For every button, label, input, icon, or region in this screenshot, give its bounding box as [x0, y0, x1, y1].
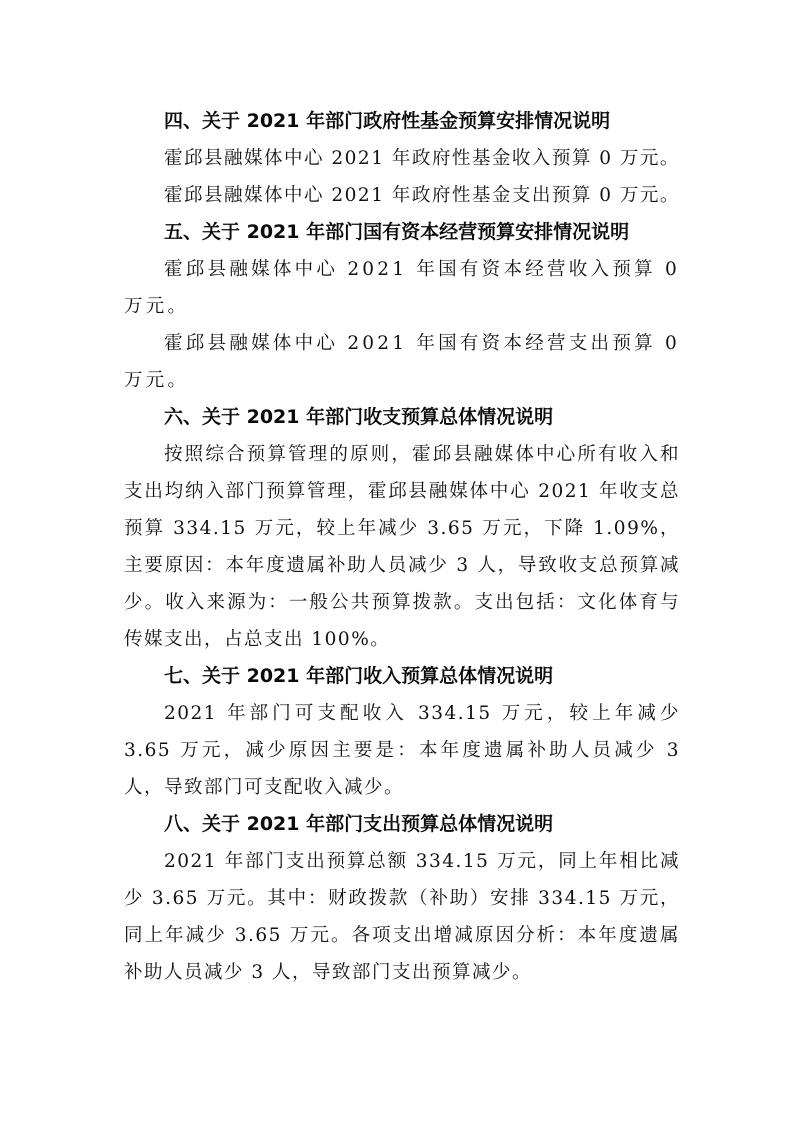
section-heading-4: 四、关于 2021 年部门政府性基金预算安排情况说明	[164, 110, 611, 132]
document-body	[124, 103, 680, 991]
section-4-paragraph-2: 霍邱县融媒体中心 2021 年政府性基金支出预算 0 万元。	[164, 185, 680, 206]
section-5-paragraph-2: 霍邱县融媒体中心 2021 年国有资本经营支出预算 0 万元。	[124, 333, 680, 391]
section-4-paragraph-1: 霍邱县融媒体中心 2021 年政府性基金收入预算 0 万元。	[164, 148, 680, 169]
section-heading-6: 六、关于 2021 年部门收支预算总体情况说明	[164, 406, 554, 428]
section-5-paragraph-1: 霍邱县融媒体中心 2021 年国有资本经营收入预算 0 万元。	[124, 259, 680, 317]
section-heading-5: 五、关于 2021 年部门国有资本经营预算安排情况说明	[164, 221, 630, 243]
section-8-paragraph-1: 2021 年部门支出预算总额 334.15 万元，同上年相比减少 3.65 万元。其中：财政拨款（补助）安排 334.15 万元，同上年减少 3.65 万元。各项支出增减原因分析：本年度遗属补助人员减少 3 人，导致部门支出预算减少。	[124, 851, 680, 983]
section-heading-8: 八、关于 2021 年部门支出预算总体情况说明	[164, 813, 554, 835]
section-6-paragraph-1: 按照综合预算管理的原则，霍邱县融媒体中心所有收入和支出均纳入部门预算管理，霍邱县融媒体中心 2021 年收支总预算 334.15 万元，较上年减少 3.65 万元，下降 1.09%，主要原因：本年度遗属补助人员减少 3 人，导致收支总预算减少。收入来源为：一般公共预算拨款。支出包括：文化体育与传媒支出，占总支出 100%。	[124, 444, 680, 650]
section-heading-7: 七、关于 2021 年部门收入预算总体情况说明	[164, 665, 554, 687]
section-7-paragraph-1: 2021 年部门可支配收入 334.15 万元，较上年减少 3.65 万元，减少原因主要是：本年度遗属补助人员减少 3 人，导致部门可支配收入减少。	[124, 703, 680, 798]
